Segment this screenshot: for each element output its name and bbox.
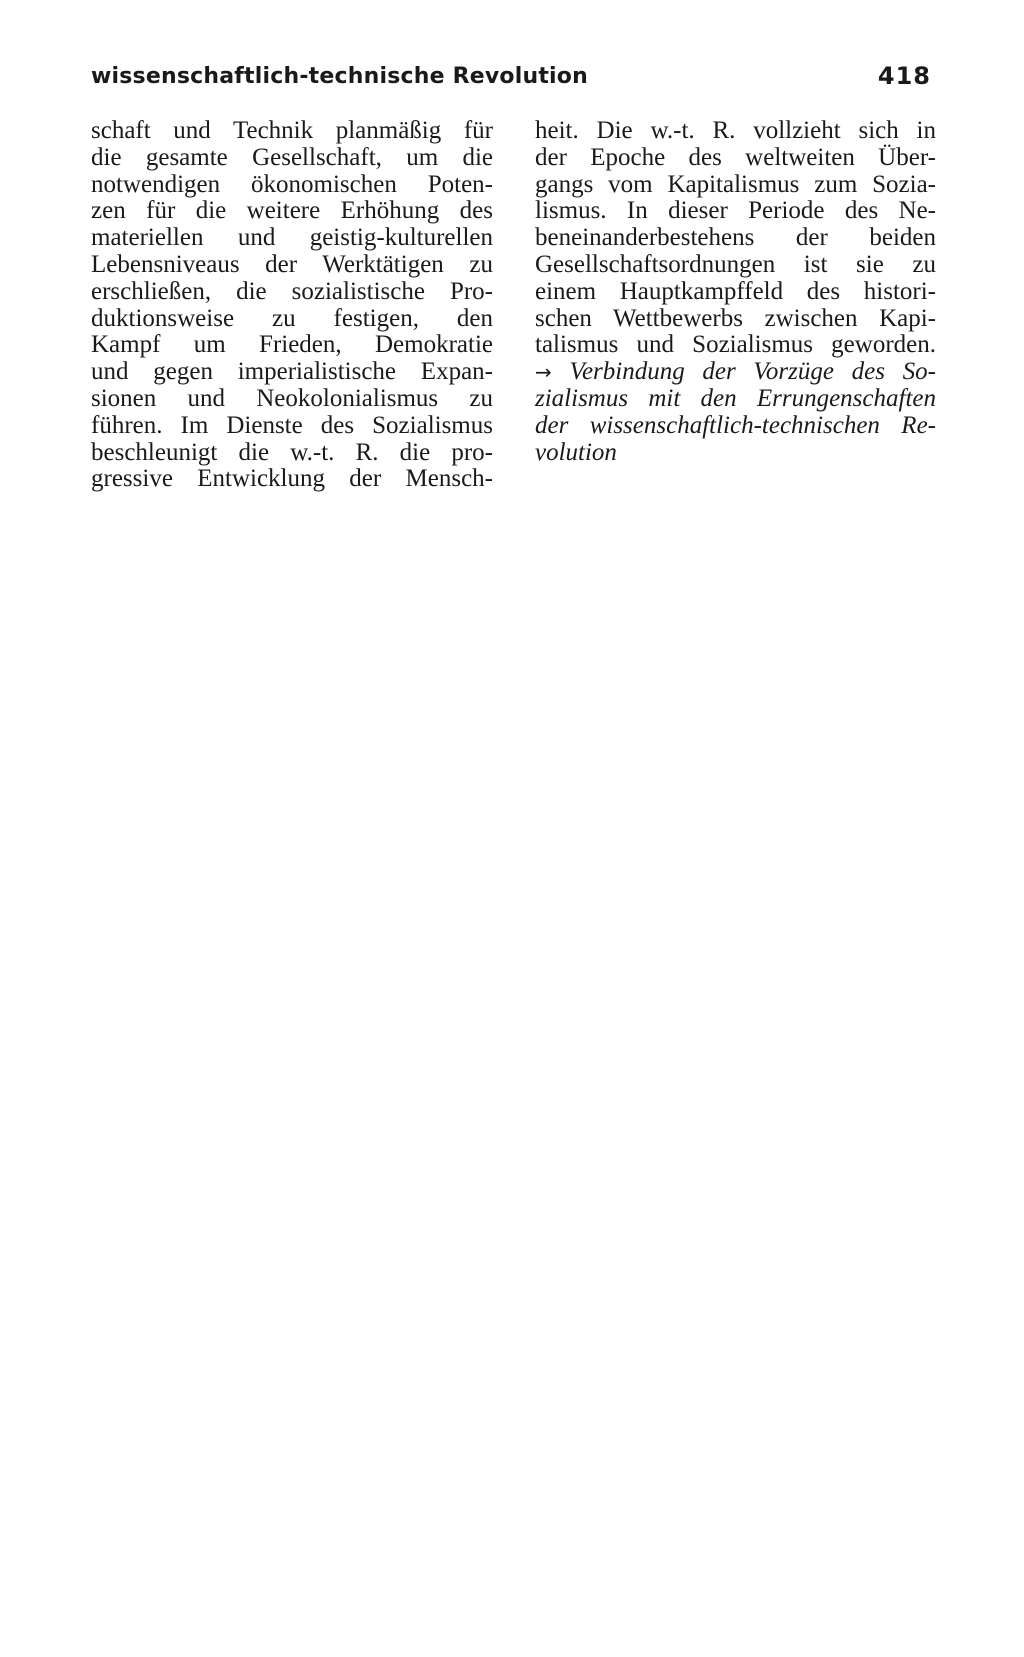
text-line: Lebensniveaus der Werktätigen zu [91,250,493,278]
text-line: die gesamte Gesellschaft, um die [91,143,493,171]
text-line: lismus. In dieser Periode des Ne- [535,197,936,225]
text-line: und gegen imperialistische Expan- [91,358,493,386]
text-line: schaft und Technik planmäßig für [91,117,493,144]
text-line: Kampf um Frieden, Demokratie [91,331,493,359]
running-title: wissenschaftlich-technische Revolution [91,64,588,89]
cross-reference-line: volution [535,438,617,466]
text-line: duktionsweise zu festigen, den [91,304,493,332]
text-line: führen. Im Dienste des Sozialismus [91,411,493,439]
right-column [535,118,936,466]
text-line: beschleunigt die w.-t. R. die pro- [91,438,493,466]
cross-reference-line: zialismus mit den Errungenschaften [535,384,936,412]
text-line: sionen und Neokolonialismus zu [91,384,493,412]
text-line: beneinanderbestehens der beiden [535,224,936,252]
text-line: einem Hauptkampffeld des histori- [535,277,936,305]
text-line: gressive Entwicklung der Mensch- [91,465,493,493]
text-line: zen für die weitere Erhöhung des [91,197,493,225]
text-line: talismus und Sozialismus geworden. [535,331,936,359]
text-line: erschließen, die sozialistische Pro- [91,277,493,305]
text-line: heit. Die w.-t. R. vollzieht sich in [535,117,936,144]
page-header [91,60,931,100]
cross-reference-line: der wissenschaftlich-technischen Re- [535,411,936,439]
cross-reference-line [535,359,936,386]
text-line: der Epoche des weltweiten Über- [535,143,936,171]
cross-reference-text: Verbindung der Vorzüge des So- [569,358,936,386]
text-line: schen Wettbewerbs zwischen Kapi- [535,304,936,332]
text-line: gangs vom Kapitalismus zum Sozia- [535,170,936,198]
text-line: notwendigen ökonomischen Poten- [91,170,493,198]
left-column [91,118,493,493]
arrow-icon: → [535,360,552,385]
text-line: materiellen und geistig-kulturellen [91,224,493,252]
text-line: Gesellschaftsordnungen ist sie zu [535,250,936,278]
page-number: 418 [877,62,931,90]
